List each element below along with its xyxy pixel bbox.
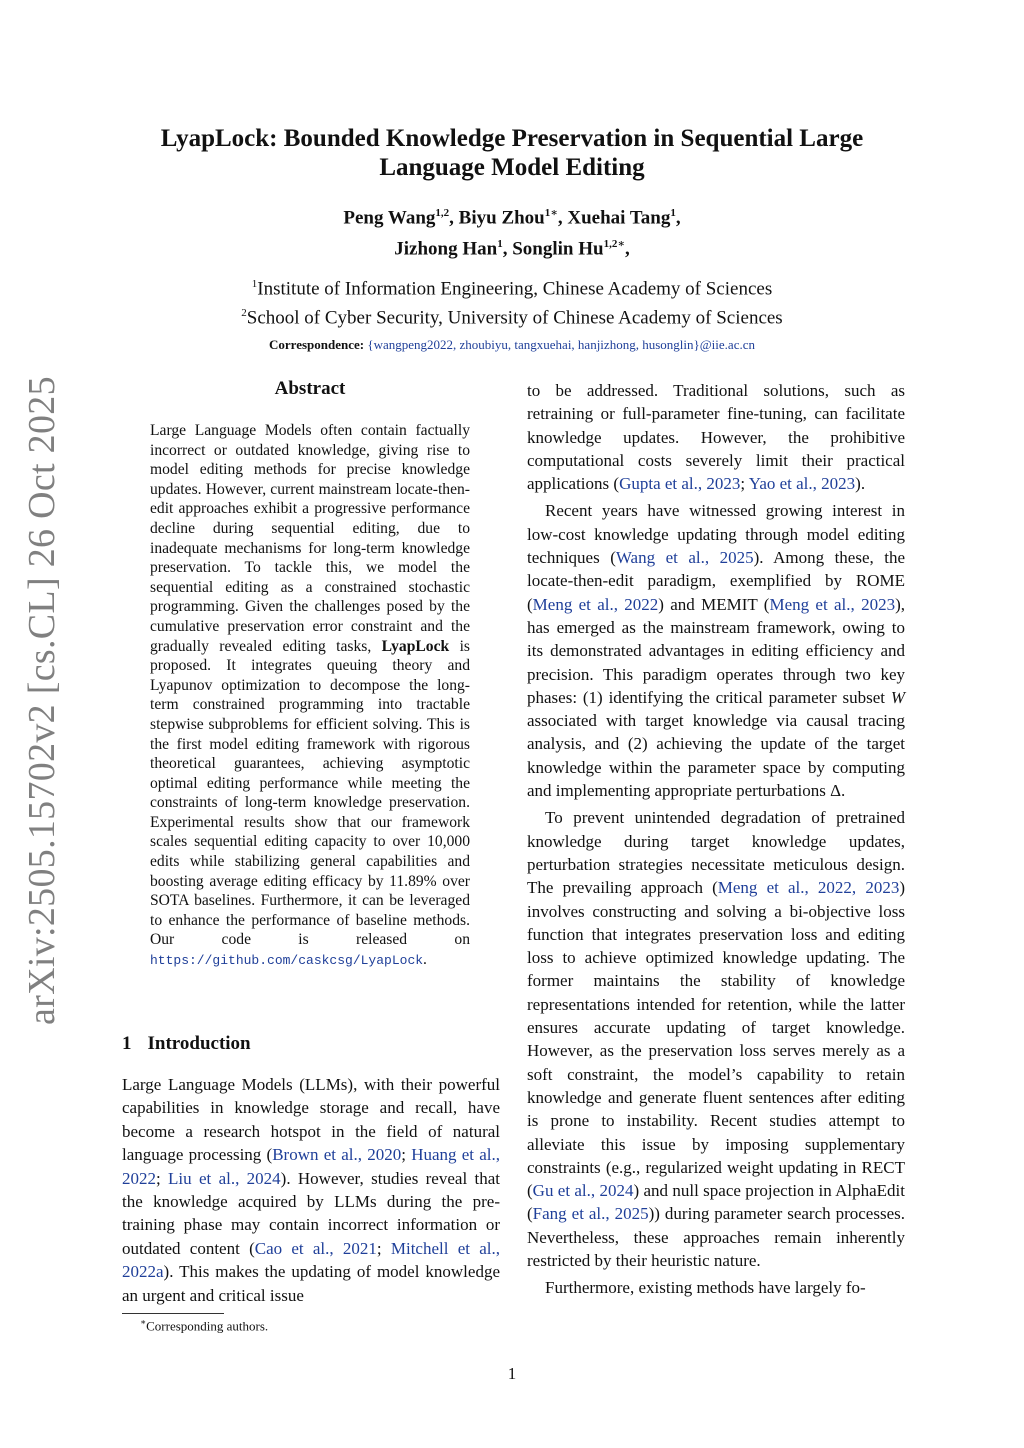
arxiv-identifier: arXiv:2505.15702v2 [cs.CL] 26 Oct 2025 [21,376,63,1025]
author-affil-mark: 1∗ [544,207,558,219]
affiliation-line [130,272,894,301]
footnote [140,1317,268,1334]
citation-link[interactable]: Mitchell et al., 2022a [122,1238,500,1282]
math-symbol: W [890,687,905,707]
affil-mark: 2 [241,307,247,320]
citation-link[interactable]: Gu et al., 2024 [532,1181,634,1201]
math-symbol: Δ [830,781,842,801]
citation-link[interactable]: Liu et al., 2024 [168,1168,281,1188]
intro-paragraph: Large Language Models (LLMs), with their powerful capabilities in knowledge storage and recall, have become a research hotspot in the field of natural language processing (Brown et al., 2020; Huang et al., 2022; Liu et al., 2024). However, studies reveal that the knowledge acquired by LLMs during the pre-training phase may contain incorrect information or outdated content (Cao et al., 2021; Mitchell et al., 2022a). This makes the updating of model knowledge an urgent and critical issue [122,1075,501,1305]
author-list: Peng Wang$^{1,2}$, Biyu Zhou$^{1∗}$, Xuehai Tang$^1$, Jizhong Han$^1$, Songlin $Hu^{1,2∗}$, [343,207,681,260]
citation-link[interactable]: Wang et al., 2025 [615,548,754,568]
abstract-text: . [423,951,427,969]
correspondence [130,333,894,357]
author-affil-mark: 1,2∗ [603,238,625,251]
intro-paragraph: To prevent unintended degradation of pretrained knowledge during target knowledge updates, perturbation strategies necessitate meticulous design. The prevailing approach (Meng et al., 2022, 2023) involves constructing and solving a bi-objective loss function that integrates preservation loss and editing loss to achieve optimized knowledge updating. The former maintains the stability of knowledge representations intended for retention, while the latter ensures accurate updating of target knowledge. However, as the preservation loss serves merely as a soft constraint, the model’s capability to retain knowledge and generate fluent sentences after editing is prone to instability. Recent studies attempt to alleviate this issue by imposing supplementary constraints (e.g., regularized weight updating in RECT (Gu et al., 2024) and null space projection in AlphaEdit (Fang et al., 2025)) during parameter search processes. Nevertheless, these approaches remain inherently restricted by their heuristic nature. [527,808,905,1270]
affil-mark: 1 [251,278,258,290]
correspondence-emails[interactable]: {wangpeng2022, zhoubiyu, tangxuehai, hanjizhong, husonglin}@iie.ac.cn [367,336,755,352]
citation-link[interactable]: Meng et al., 2022 [532,594,659,614]
code-link[interactable]: https://github.com/caskcsg/LyapLock [150,953,424,969]
section-heading [122,1033,251,1055]
affiliations [130,272,894,357]
abstract-heading: Abstract [274,378,346,399]
citation-link[interactable]: Brown et al., 2020 [272,1145,402,1165]
abstract-text: Large Language Models often contain factually incorrect or outdated knowledge, giving rise to model editing methods for precise knowledge updates. However, current mainstream locate-then-edit approaches exhibit a progressive performance decline during sequential editing, due to inadequate mechanisms for long-term knowledge preservation. To tackle this, we model the sequential editing as a constrained stochastic programming. Given the challenges posed by the cumulative preservation error constraint and the gradually revealed editing tasks, [150,422,470,655]
author-affil-mark: 1,2 [435,207,450,219]
affiliation-text: School of Cyber Security, University of Chinese Academy of Sciences [246,307,783,329]
right-column [527,379,905,1304]
citation-link[interactable]: Cao et al., 2021 [254,1238,377,1258]
affiliation-text: Institute of Information Engineering, Chinese Academy of Sciences [257,278,773,300]
abstract-body [150,421,470,971]
citation-link[interactable]: Gupta et al., 2023 [619,474,741,494]
citation-link[interactable]: Yao et al., 2023 [748,474,856,494]
method-name: LyapLock [381,637,450,655]
author-name: Xuehai Tang [567,207,671,229]
footnote-text: Corresponding authors. [146,1318,269,1334]
author-name: Biyu Zhou [458,207,545,229]
author-name: Songlin Hu [512,238,604,260]
correspondence-label: Correspondence: [269,336,365,352]
section-number: 1 [122,1033,132,1054]
affiliation-line [130,301,894,330]
citation-link[interactable]: Meng et al., 2023 [769,594,896,614]
intro-paragraph: Furthermore, existing methods have largely fo- [545,1278,866,1298]
citation-link[interactable]: Meng et al., 2022, 2023 [717,878,900,898]
citation-link[interactable]: Fang et al., 2025 [532,1204,649,1224]
author-affil-mark: 1 [497,238,503,251]
section-title: Introduction [147,1033,251,1054]
intro-paragraph: Recent years have witnessed growing interest in low-cost knowledge updating through model editing techniques (Wang et al., 2025). Among these, the locate-then-edit paradigm, exemplified by ROME (Meng et al., 2022) and MEMIT (Meng et al., 2023), has emerged as the mainstream framework, owing to its demonstrated advantages in editing efficiency and precision. This paradigm operates through two key phases: (1) identifying the critical parameter subset W associated with target knowledge via causal tracing analysis, and (2) achieving the update of the target knowledge within the parameter space by computing and implementing appropriate perturbations Δ. [527,501,906,801]
footnote-mark: ∗ [140,1317,147,1327]
paper-title: LyapLock: Bounded Knowledge Preservation in Sequential Large Language Model Editing [160,125,864,181]
author-name: Jizhong Han [394,238,498,260]
author-affil-mark: 1 [670,207,676,219]
intro-paragraph: to be addressed. Traditional solutions, such as retraining or full-parameter fine-tuning, can facilitate knowledge updates. However, the prohibitive computational costs severely limit their practical applications (Gupta et al., 2023; Yao et al., 2023). [527,381,905,494]
author-name: Peng Wang [343,207,436,229]
abstract-text: is proposed. It integrates queuing theory and Lyapunov optimization to decompose the long-term constrained programming into tractable stepwise subproblems for efficient solving. This is the first model editing framework with rigorous theoretical guarantees, achieving asymptotic optimal editing performance while meeting the constraints of long-term knowledge preservation. Experimental results show that our framework scales sequential editing capacity to over 10,000 edits while stabilizing general capabilities and boosting average editing efficacy by 11.89% over SOTA baselines. Furthermore, it can be leveraged to enhance the performance of baseline methods. Our code is released on [150,637,470,949]
citation-link[interactable]: Huang et al., 2022 [122,1145,501,1188]
page-number: 1 [507,1364,517,1383]
footnote-divider [122,1313,224,1314]
